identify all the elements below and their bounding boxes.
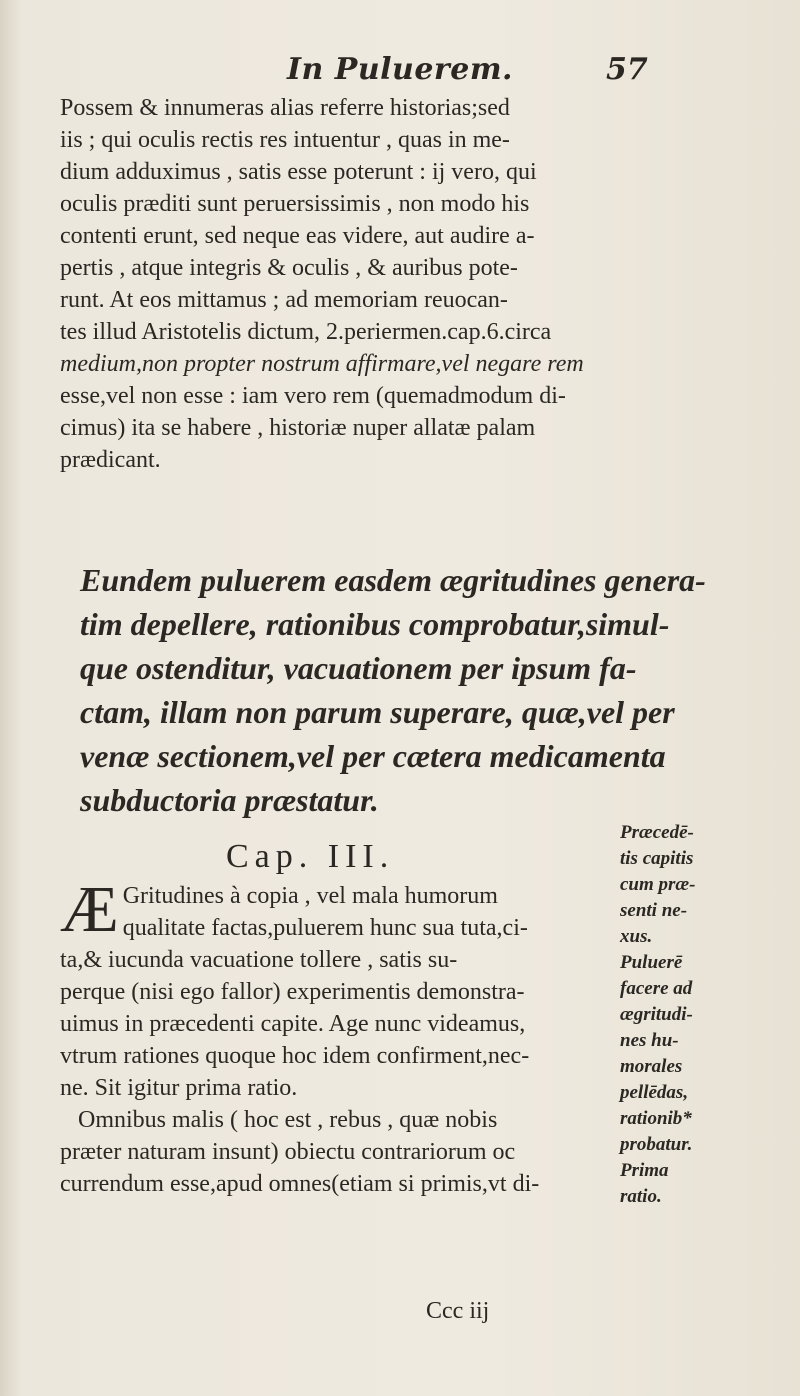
text-line: prædicant. [60, 447, 161, 473]
text-line: perque (nisi ego fallor) experimentis demonstra- [60, 979, 525, 1005]
text-line: Gritudines à copia , vel mala humorum [122, 883, 498, 909]
drop-cap: Æ [60, 873, 119, 946]
text-line: iis ; qui oculis rectis res intuentur , quas in me- [60, 127, 510, 153]
margin-line: cum præ- [620, 874, 696, 895]
text-line: runt. At eos mittamus ; ad memoriam reuocan- [60, 287, 508, 313]
summary-line: que ostenditur, vacuationem per ipsum fa- [80, 650, 637, 686]
margin-line: facere ad [620, 978, 693, 999]
margin-line: rationib* [620, 1108, 692, 1129]
summary-line: Eundem puluerem easdem ægritudines genera- [80, 562, 706, 598]
text-line: esse,vel non esse : iam vero rem (quemadmodum di- [60, 383, 566, 409]
margin-line: nes hu- [620, 1030, 679, 1051]
margin-line: Prima [620, 1160, 669, 1181]
summary-line: venæ sectionem,vel per cætera medicamenta [80, 738, 666, 774]
text-line: currendum esse,apud omnes(etiam si primis,vt di- [60, 1171, 540, 1197]
text-line: qualitate factas,puluerem hunc sua tuta,ci- [122, 915, 528, 941]
text-line: Omnibus malis ( hoc est , rebus , quæ nobis [78, 1107, 498, 1133]
margin-line: ratio. [620, 1186, 662, 1207]
page-number: 57 [606, 52, 648, 87]
catchword: Ccc iij [426, 1298, 490, 1324]
paragraph-2 [60, 873, 620, 1200]
margin-note [620, 820, 740, 1210]
text-line: cimus) ita se habere , historiæ nuper allatæ palam [60, 415, 536, 441]
text-line: oculis præditi sunt peruersissimis , non modo his [60, 191, 530, 217]
margin-line: morales [620, 1056, 683, 1077]
text-line: pertis , atque integris & oculis , & auribus pote- [60, 255, 518, 281]
text-line: uimus in præcedenti capite. Age nunc videamus, [60, 1011, 526, 1037]
margin-line: Præcedē- [620, 822, 694, 843]
paragraph-1 [60, 92, 680, 476]
text-line: dium adduximus , satis esse poterunt : ij vero, qui [60, 159, 537, 185]
margin-line: tis capitis [620, 848, 694, 869]
summary-line: tim depellere, rationibus comprobatur,simul- [80, 606, 670, 642]
chapter-heading: Cap. III. [226, 838, 395, 875]
text-line: vtrum rationes quoque hoc idem confirment,nec- [60, 1043, 530, 1069]
text-line: ta,& iucunda vacuatione tollere , satis su- [60, 947, 458, 973]
text-line: Possem & innumeras alias referre historias;sed [60, 95, 510, 121]
margin-line: Puluerē [620, 952, 683, 973]
text-line: ne. Sit igitur prima ratio. [60, 1075, 298, 1101]
text-line: tes illud Aristotelis dictum, 2.periermen.cap.6.circa [60, 319, 552, 345]
margin-line: ægritudi- [620, 1004, 693, 1025]
margin-line: xus. [620, 926, 653, 947]
text-line: medium,non propter nostrum affirmare,vel negare rem [60, 351, 584, 377]
summary-line: subductoria præstatur. [80, 782, 379, 818]
running-head: In Puluerem. [286, 52, 514, 87]
chapter-summary [80, 558, 740, 822]
text-line: contenti erunt, sed neque eas videre, aut audire a- [60, 223, 535, 249]
margin-line: probatur. [620, 1134, 693, 1155]
margin-line: senti ne- [620, 900, 688, 921]
summary-line: ctam, illam non parum superare, quæ,vel per [80, 694, 675, 730]
text-line: præter naturam insunt) obiectu contrariorum oc [60, 1139, 516, 1165]
margin-line: pellēdas, [620, 1082, 689, 1103]
